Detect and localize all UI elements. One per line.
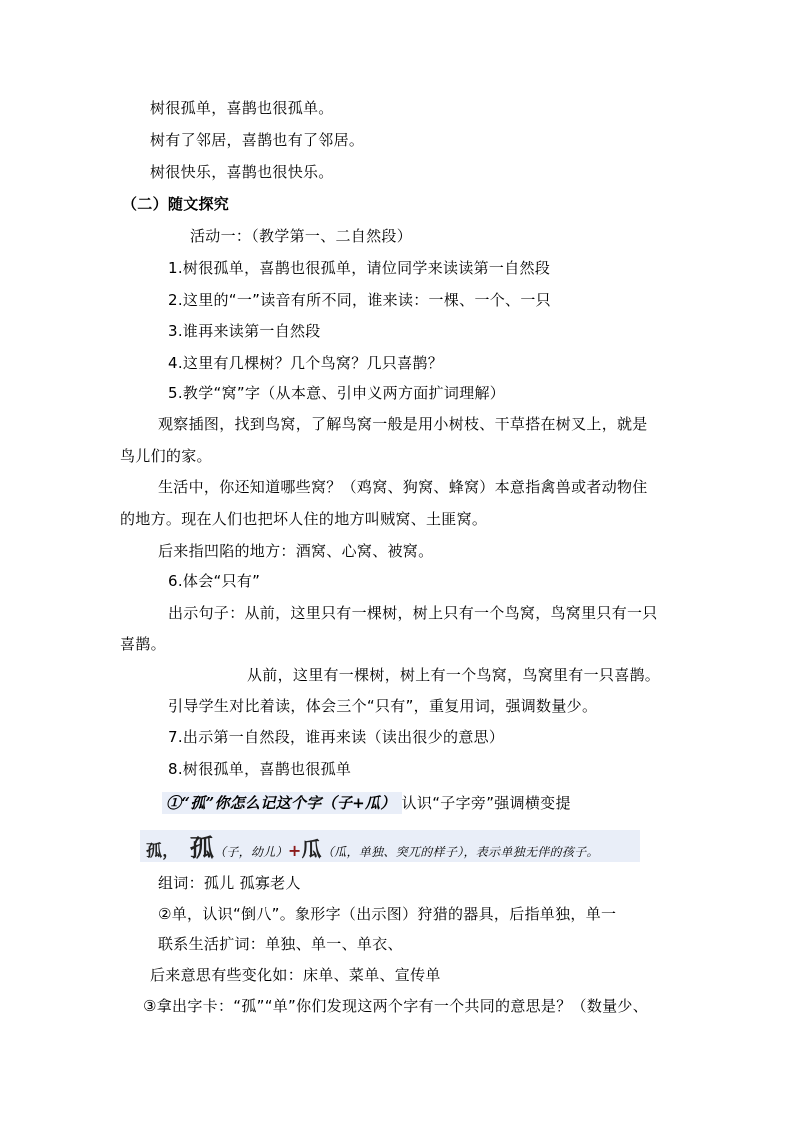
character-note-line <box>162 793 571 813</box>
highlighted-mnemonic: ①“孤”你怎么记这个字（子+瓜） <box>162 792 402 814</box>
paragraph-line: 后来指凹陷的地方：酒窝、心窝、被窝。 <box>158 542 434 560</box>
paragraph-line: 联系生活扩词：单独、单一、单衣、 <box>158 935 403 953</box>
paragraph-line: 后来意思有些变化如：床单、菜单、宣传单 <box>150 966 441 984</box>
step-item: 5.教学“窝”字（从本意、引申义两方面扩词理解） <box>168 384 506 402</box>
paragraph-line: 喜鹊。 <box>120 635 166 653</box>
paragraph-line: 出示句子：从前，这里只有一棵树，树上只有一个鸟窝，鸟窝里只有一只 <box>168 604 658 622</box>
seal-glyph-zi: 孤 <box>189 833 214 862</box>
step-item: 1.树很孤单，喜鹊也很孤单，请位同学来读读第一自然段 <box>168 259 551 277</box>
paragraph-line: 组词：孤儿 孤寡老人 <box>158 874 301 892</box>
step-item: 3.谁再来读第一自然段 <box>168 322 321 340</box>
plus-sign: + <box>287 841 302 860</box>
seal-glyph-gua: 瓜 <box>301 837 322 861</box>
paragraph-line: 生活中，你还知道哪些窝？（鸡窝、狗窝、蜂窝）本意指禽兽或者动物住 <box>158 478 648 496</box>
paragraph-line: ③拿出字卡：“孤”“单”你们发现这两个字有一个共同的意思是？（数量少、 <box>143 997 649 1015</box>
paragraph-line: 观察插图，找到鸟窝，了解鸟窝一般是用小树枝、干草搭在树叉上，就是 <box>158 415 648 433</box>
paragraph-line: ②单，认识“倒八”。象形字（出示图）狩猎的器具，后指单独，单一 <box>158 905 617 923</box>
text-line: 树有了邻居，喜鹊也有了邻居。 <box>150 131 365 149</box>
activity-heading: 活动一：（教学第一、二自然段） <box>190 227 413 245</box>
step-item: 7.出示第一自然段，谁再来读（读出很少的意思） <box>168 728 505 746</box>
etymology-line <box>146 834 599 865</box>
section-heading: （二）随文探究 <box>122 195 230 213</box>
mnemonic-rest: 认识“子字旁”强调横变提 <box>401 794 571 812</box>
step-item: 6.体会“只有” <box>168 572 261 590</box>
step-item: 4.这里有几棵树？几个鸟窝？几只喜鹊？ <box>168 354 444 372</box>
etymology-char: 孤， <box>146 841 179 860</box>
step-item: 8.树很孤单，喜鹊也很孤单 <box>168 760 352 778</box>
paragraph-line: 从前，这里有一棵树，树上有一个鸟窝，鸟窝里有一只喜鹊。 <box>247 666 661 684</box>
text-line: 树很快乐，喜鹊也很快乐。 <box>150 163 334 181</box>
paragraph-line: 引导学生对比着读，体会三个“只有”，重复用词，强调数量少。 <box>168 697 598 715</box>
etymology-text: （子，幼儿） <box>214 845 288 859</box>
etymology-text: （瓜，单独、突兀的样子），表示单独无伴的孩子。 <box>321 845 599 859</box>
paragraph-line: 的地方。现在人们也把坏人住的地方叫贼窝、土匪窝。 <box>120 510 488 528</box>
text-line: 树很孤单，喜鹊也很孤单。 <box>150 99 334 117</box>
paragraph-line: 鸟儿们的家。 <box>120 447 212 465</box>
step-item: 2.这里的“一”读音有所不同，谁来读：一棵、一个、一只 <box>168 291 551 309</box>
